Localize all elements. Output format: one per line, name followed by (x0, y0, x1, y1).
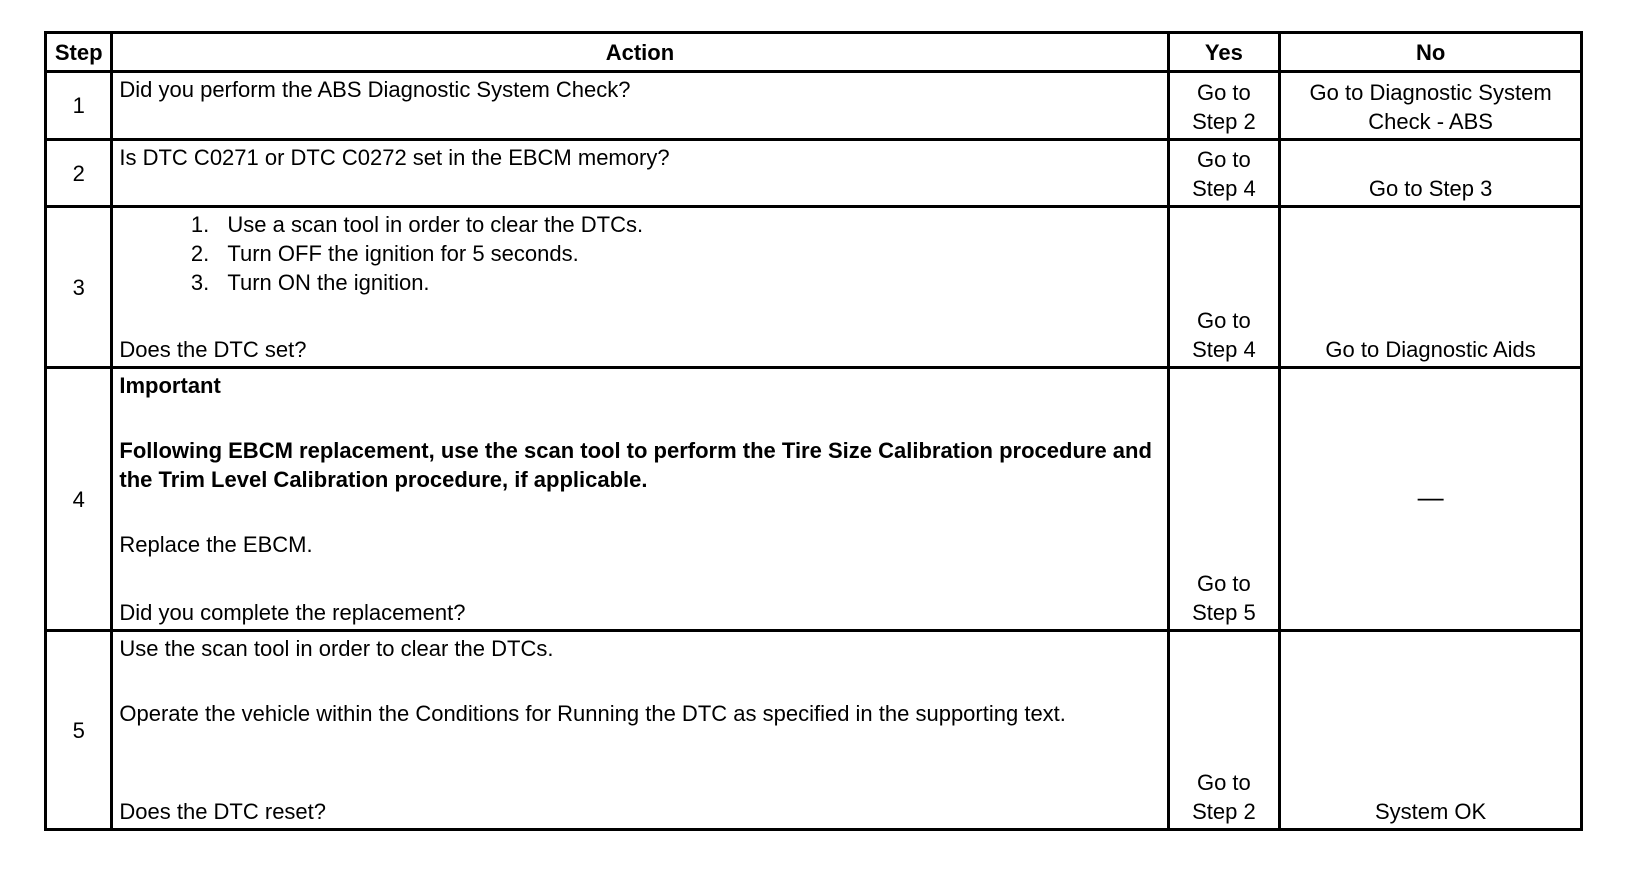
step-number: 1 (46, 72, 112, 140)
header-no: No (1280, 33, 1582, 72)
yes-go-to: Go to (1196, 571, 1251, 596)
step-number: 5 (46, 631, 112, 830)
table-row (46, 631, 1582, 830)
no-dash: — (1417, 482, 1444, 512)
list-item: 1. Use a scan tool in order to clear the DTCs. (215, 210, 1160, 239)
header-yes: Yes (1168, 33, 1280, 72)
yes-go-to: Go to (1196, 147, 1251, 172)
instruction-list (119, 210, 1160, 297)
no-link[interactable]: System OK (1374, 799, 1487, 824)
step-number: 4 (46, 368, 112, 631)
instruction-text: Operate the vehicle within the Conditions for Running the DTC as specified in the supporting text. (119, 701, 1066, 726)
list-item: 3. Turn ON the ignition. (215, 268, 1160, 297)
yes-go-to: Go to (1196, 770, 1251, 795)
no-cell (1280, 140, 1582, 207)
yes-step-link[interactable]: Step 4 (1192, 176, 1256, 201)
action-cell (112, 207, 1168, 368)
question-text: Did you complete the replacement? (119, 600, 466, 625)
table-row (46, 140, 1582, 207)
yes-step-link[interactable]: Step 4 (1192, 337, 1256, 362)
yes-cell (1168, 207, 1280, 368)
yes-cell (1168, 140, 1280, 207)
action-cell (112, 631, 1168, 830)
header-action: Action (112, 33, 1168, 72)
step-number: 2 (46, 140, 112, 207)
yes-go-to: Go to (1196, 80, 1251, 105)
header-step: Step (46, 33, 112, 72)
yes-step-link[interactable]: Step 2 (1192, 799, 1256, 824)
no-cell (1280, 72, 1582, 140)
question-text: Does the DTC set? (119, 337, 307, 362)
yes-cell (1168, 368, 1280, 631)
important-label: Important (119, 373, 221, 398)
yes-go-to: Go to (1196, 308, 1251, 333)
yes-step-link[interactable]: Step 5 (1192, 600, 1256, 625)
action-text: Is DTC C0271 or DTC C0272 set in the EBCM memory? (112, 140, 1168, 207)
yes-cell (1168, 631, 1280, 830)
table-row (46, 72, 1582, 140)
no-cell (1280, 207, 1582, 368)
table-header-row (46, 33, 1582, 72)
yes-cell (1168, 72, 1280, 140)
diagnostic-table (44, 31, 1583, 831)
step-number: 3 (46, 207, 112, 368)
no-link[interactable]: Go to Diagnostic System Check - ABS (1309, 80, 1552, 134)
no-link[interactable]: Go to Step 3 (1368, 176, 1493, 201)
list-item: 2. Turn OFF the ignition for 5 seconds. (215, 239, 1160, 268)
question-text: Does the DTC reset? (119, 799, 327, 824)
no-link[interactable]: Go to Diagnostic Aids (1325, 337, 1536, 362)
instruction-text: Use the scan tool in order to clear the DTCs. (119, 636, 554, 661)
no-cell (1280, 631, 1582, 830)
table-row (46, 207, 1582, 368)
action-cell (112, 368, 1168, 631)
table-row (46, 368, 1582, 631)
action-text: Did you perform the ABS Diagnostic System Check? (112, 72, 1168, 140)
yes-step-link[interactable]: Step 2 (1192, 109, 1256, 134)
no-cell (1280, 368, 1582, 631)
instruction-text: Replace the EBCM. (119, 532, 313, 557)
important-note: Following EBCM replacement, use the scan tool to perform the Tire Size Calibration procedure and the Trim Level Calibration procedure, if applicable. (119, 438, 1152, 492)
